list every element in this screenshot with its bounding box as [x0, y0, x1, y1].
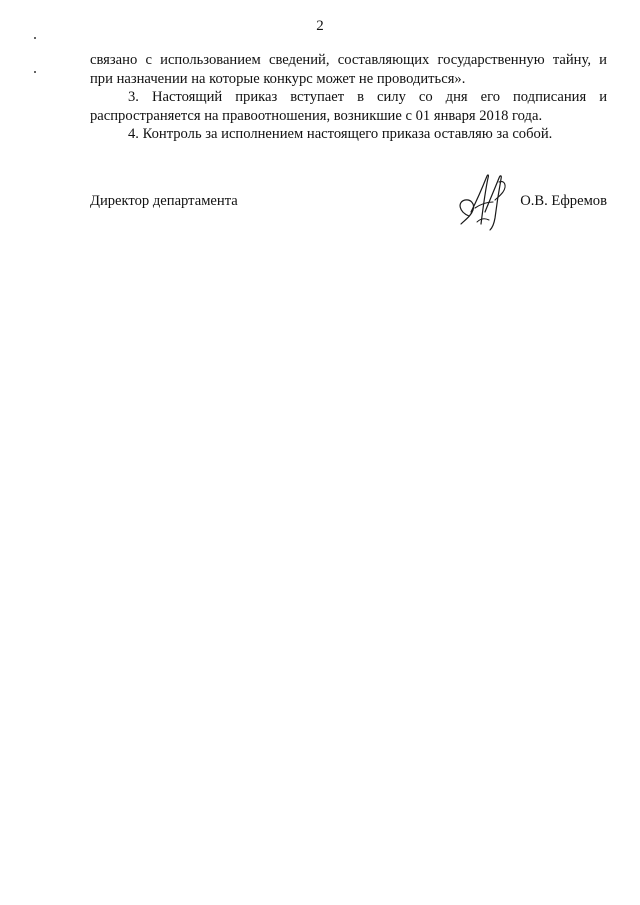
- scan-speck: [34, 37, 36, 39]
- paragraph-line: 3. Настоящий приказ вступает в силу со дня его подписания и: [128, 89, 607, 105]
- signature-block: [90, 190, 607, 230]
- paragraph-line: связано с использованием сведений, составляющих государственную тайну, и: [90, 52, 607, 68]
- page-number: 2: [316, 18, 324, 34]
- paragraph-line: при назначении на которые конкурс может не проводиться».: [90, 70, 466, 87]
- handwritten-signature-icon: [455, 172, 513, 234]
- signer-name: О.В. Ефремов: [520, 193, 607, 209]
- paragraph-line: 4. Контроль за исполнением настоящего приказа оставляю за собой.: [128, 126, 553, 142]
- paragraph-line: распространяется на правоотношения, возникшие с 01 января 2018 года.: [90, 107, 543, 124]
- paragraph-item-3: [90, 88, 607, 125]
- position-title: Директор департамента: [90, 193, 238, 209]
- paragraph-continuation: [90, 51, 607, 88]
- scan-speck: [34, 71, 36, 73]
- paragraph-item-4: [90, 125, 607, 144]
